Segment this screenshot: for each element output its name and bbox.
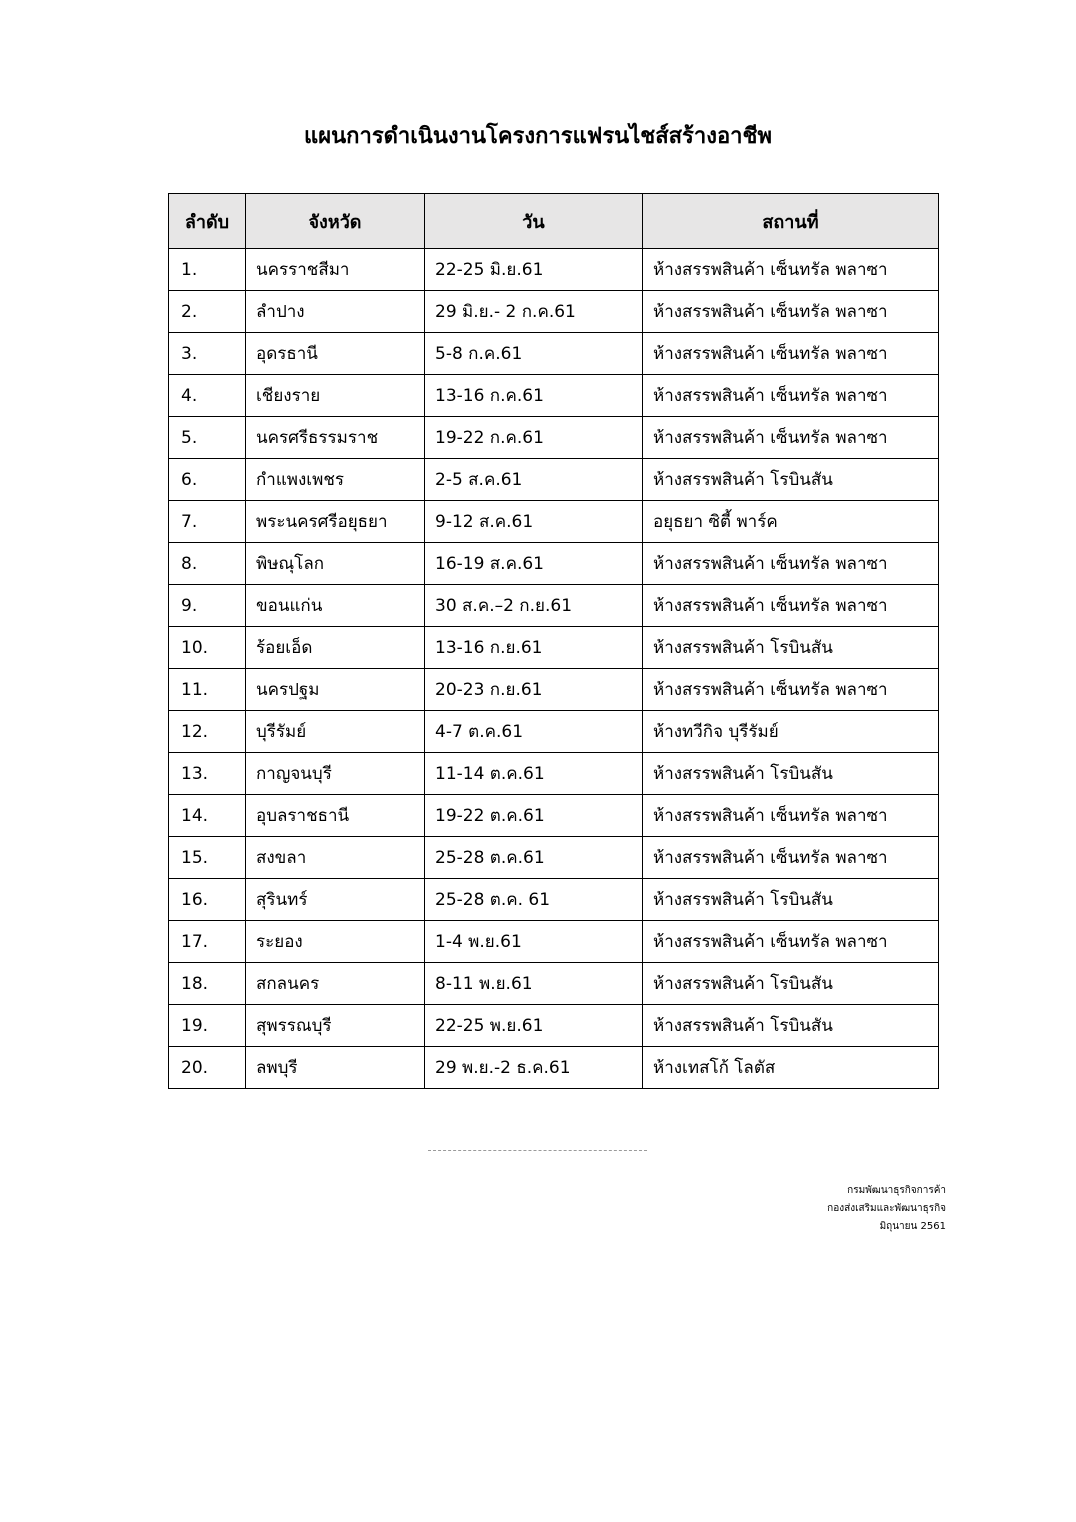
event-date: 5-8 ก.ค.61: [425, 333, 643, 375]
header-date: วัน: [425, 194, 643, 249]
event-date: 19-22 ต.ค.61: [425, 795, 643, 837]
event-date: 16-19 ส.ค.61: [425, 543, 643, 585]
table-row: [169, 585, 939, 627]
province-name: พิษณุโลก: [246, 543, 425, 585]
event-date: 13-16 ก.ค.61: [425, 375, 643, 417]
venue-name: ห้างเทสโก้ โลตัส: [643, 1047, 939, 1089]
row-number: 1.: [169, 249, 246, 291]
row-number: 6.: [169, 459, 246, 501]
footer: [827, 1182, 946, 1236]
province-name: อุบลราชธานี: [246, 795, 425, 837]
event-date: 8-11 พ.ย.61: [425, 963, 643, 1005]
row-number: 19.: [169, 1005, 246, 1047]
page-title: แผนการดำเนินงานโครงการแฟรนไชส์สร้างอาชีพ: [304, 124, 772, 149]
event-date: 29 พ.ย.-2 ธ.ค.61: [425, 1047, 643, 1089]
header-province: จังหวัด: [246, 194, 425, 249]
row-number: 10.: [169, 627, 246, 669]
row-number: 17.: [169, 921, 246, 963]
event-date: 13-16 ก.ย.61: [425, 627, 643, 669]
table-row: [169, 669, 939, 711]
row-number: 14.: [169, 795, 246, 837]
row-number: 7.: [169, 501, 246, 543]
venue-name: ห้างสรรพสินค้า เซ็นทรัล พลาซา: [643, 921, 939, 963]
province-name: ลำปาง: [246, 291, 425, 333]
table-row: [169, 291, 939, 333]
province-name: นครราชสีมา: [246, 249, 425, 291]
table-body: [169, 249, 939, 1089]
table-header-row: [169, 194, 939, 249]
venue-name: ห้างสรรพสินค้า โรบินสัน: [643, 1005, 939, 1047]
row-number: 18.: [169, 963, 246, 1005]
venue-name: ห้างสรรพสินค้า เซ็นทรัล พลาซา: [643, 543, 939, 585]
event-date: 2-5 ส.ค.61: [425, 459, 643, 501]
row-number: 11.: [169, 669, 246, 711]
province-name: สกลนคร: [246, 963, 425, 1005]
event-date: 1-4 พ.ย.61: [425, 921, 643, 963]
table-row: [169, 375, 939, 417]
table-row: [169, 711, 939, 753]
province-name: นครศรีธรรมราช: [246, 417, 425, 459]
venue-name: ห้างสรรพสินค้า เซ็นทรัล พลาซา: [643, 375, 939, 417]
province-name: อุดรธานี: [246, 333, 425, 375]
footer-date: มิถุนายน 2561: [879, 1221, 946, 1232]
province-name: ระยอง: [246, 921, 425, 963]
province-name: สุรินทร์: [246, 879, 425, 921]
venue-name: ห้างสรรพสินค้า เซ็นทรัล พลาซา: [643, 291, 939, 333]
province-name: สุพรรณบุรี: [246, 1005, 425, 1047]
venue-name: ห้างทวีกิจ บุรีรัมย์: [643, 711, 939, 753]
venue-name: ห้างสรรพสินค้า โรบินสัน: [643, 459, 939, 501]
venue-name: ห้างสรรพสินค้า เซ็นทรัล พลาซา: [643, 669, 939, 711]
table-row: [169, 1047, 939, 1089]
province-name: ขอนแก่น: [246, 585, 425, 627]
table-row: [169, 753, 939, 795]
row-number: 12.: [169, 711, 246, 753]
table-row: [169, 501, 939, 543]
row-number: 15.: [169, 837, 246, 879]
table-row: [169, 249, 939, 291]
footer-department: กรมพัฒนาธุรกิจการค้า: [847, 1185, 946, 1196]
row-number: 5.: [169, 417, 246, 459]
event-date: 22-25 พ.ย.61: [425, 1005, 643, 1047]
province-name: สงขลา: [246, 837, 425, 879]
header-venue: สถานที่: [643, 194, 939, 249]
table-row: [169, 333, 939, 375]
table-row: [169, 543, 939, 585]
table-row: [169, 1005, 939, 1047]
venue-name: ห้างสรรพสินค้า เซ็นทรัล พลาซา: [643, 585, 939, 627]
province-name: บุรีรัมย์: [246, 711, 425, 753]
event-date: 29 มิ.ย.- 2 ก.ค.61: [425, 291, 643, 333]
event-date: 25-28 ต.ค.61: [425, 837, 643, 879]
event-date: 25-28 ต.ค. 61: [425, 879, 643, 921]
table-row: [169, 417, 939, 459]
row-number: 16.: [169, 879, 246, 921]
event-date: 19-22 ก.ค.61: [425, 417, 643, 459]
row-number: 8.: [169, 543, 246, 585]
province-name: เชียงราย: [246, 375, 425, 417]
venue-name: ห้างสรรพสินค้า โรบินสัน: [643, 879, 939, 921]
table-row: [169, 837, 939, 879]
table-row: [169, 627, 939, 669]
venue-name: ห้างสรรพสินค้า เซ็นทรัล พลาซา: [643, 795, 939, 837]
event-date: 11-14 ต.ค.61: [425, 753, 643, 795]
venue-name: ห้างสรรพสินค้า โรบินสัน: [643, 963, 939, 1005]
event-date: 4-7 ต.ค.61: [425, 711, 643, 753]
province-name: กาญจนบุรี: [246, 753, 425, 795]
venue-name: ห้างสรรพสินค้า โรบินสัน: [643, 627, 939, 669]
province-name: นครปฐม: [246, 669, 425, 711]
table-row: [169, 459, 939, 501]
row-number: 3.: [169, 333, 246, 375]
schedule-table: [168, 193, 939, 1089]
row-number: 2.: [169, 291, 246, 333]
event-date: 20-23 ก.ย.61: [425, 669, 643, 711]
province-name: ลพบุรี: [246, 1047, 425, 1089]
table-row: [169, 963, 939, 1005]
venue-name: ห้างสรรพสินค้า เซ็นทรัล พลาซา: [643, 417, 939, 459]
header-no: ลำดับ: [169, 194, 246, 249]
footer-division: กองส่งเสริมและพัฒนาธุรกิจ: [827, 1203, 946, 1214]
row-number: 9.: [169, 585, 246, 627]
row-number: 13.: [169, 753, 246, 795]
row-number: 4.: [169, 375, 246, 417]
table-row: [169, 921, 939, 963]
venue-name: ห้างสรรพสินค้า เซ็นทรัล พลาซา: [643, 333, 939, 375]
venue-name: ห้างสรรพสินค้า เซ็นทรัล พลาซา: [643, 837, 939, 879]
venue-name: ห้างสรรพสินค้า เซ็นทรัล พลาซา: [643, 249, 939, 291]
table-row: [169, 879, 939, 921]
event-date: 22-25 มิ.ย.61: [425, 249, 643, 291]
province-name: พระนครศรีอยุธยา: [246, 501, 425, 543]
province-name: ร้อยเอ็ด: [246, 627, 425, 669]
venue-name: อยุธยา ซิตี้ พาร์ค: [643, 501, 939, 543]
table-row: [169, 795, 939, 837]
event-date: 9-12 ส.ค.61: [425, 501, 643, 543]
divider-line: [428, 1150, 647, 1151]
province-name: กำแพงเพชร: [246, 459, 425, 501]
row-number: 20.: [169, 1047, 246, 1089]
venue-name: ห้างสรรพสินค้า โรบินสัน: [643, 753, 939, 795]
event-date: 30 ส.ค.–2 ก.ย.61: [425, 585, 643, 627]
